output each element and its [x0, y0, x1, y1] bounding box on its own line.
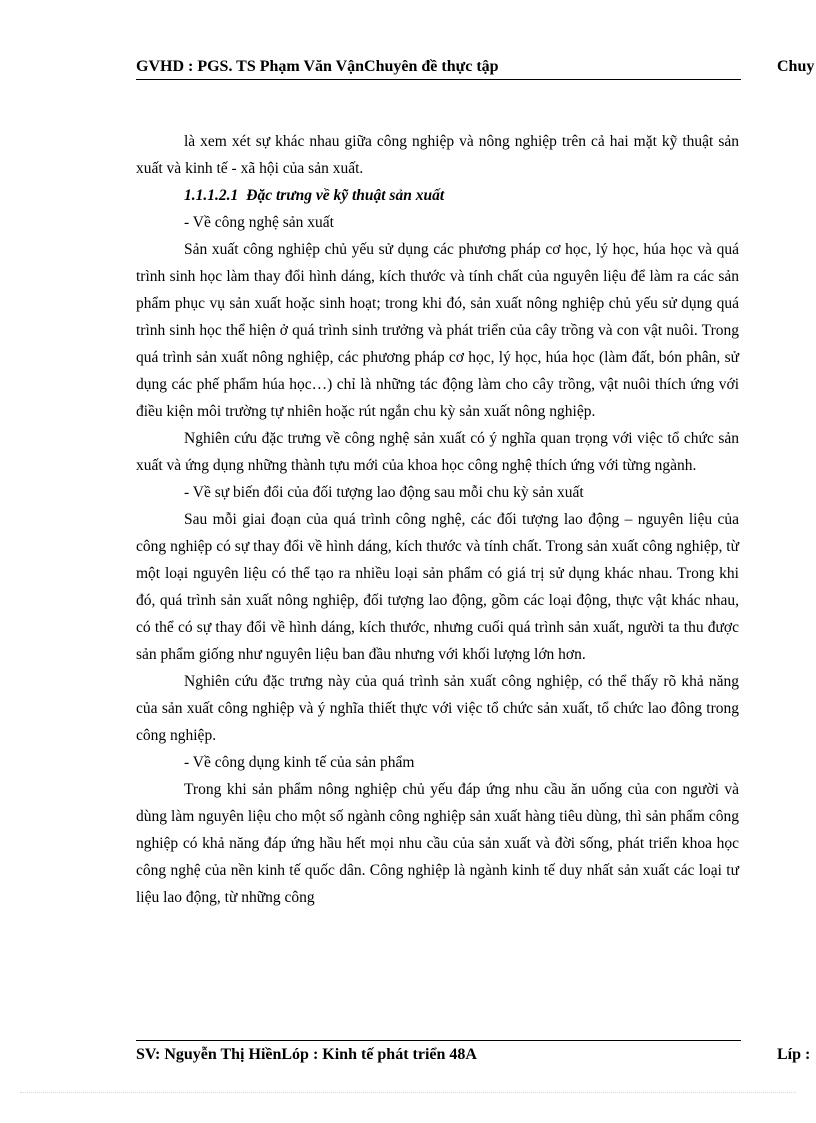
bullet-economic-use: - Về công dụng kinh tế của sản phẩm [184, 754, 415, 771]
section-title: Đặc trưng về kỹ thuật sản xuất [246, 187, 445, 204]
footer-left-text: SV: Nguyễn Thị HiềnLóp : Kinh tế phát triển 48A [136, 1046, 477, 1063]
footer-right-text: Líp : [777, 1046, 811, 1063]
page-header [136, 58, 741, 80]
paragraph-economic-use: Trong khi sản phẩm nông nghiệp chủ yếu đáp ứng nhu cầu ăn uống của con người và dùng làm nguyên liệu cho một số ngành công nghiệp sản xuất hàng tiêu dùng, thì sản phẩm công nghiệp có khả năng đáp ứng hầu hết mọi nhu cầu của sản xuất và đời sống, phát triển khoa học công nghệ của nền kinh tế quốc dân. Công nghiệp là ngành kinh tế duy nhất sản xuất các loại tư liệu lao động, từ những công [136, 781, 739, 906]
page-bottom-divider [20, 1092, 796, 1093]
page-footer [136, 1040, 741, 1064]
section-heading [136, 182, 739, 209]
paragraph-intro: là xem xét sự khác nhau giữa công nghiệp và nông nghiệp trên cả hai mặt kỹ thuật sản xuất và kinh tế - xã hội của sản xuất. [136, 133, 739, 177]
paragraph-labor-object: Sau mỗi giai đoạn của quá trình công nghệ, các đối tượng lao động – nguyên liệu của công nghiệp có sự thay đổi về hình dáng, kích thước và tính chất. Trong sản xuất công nghiệp, từ một loại nguyên liệu có thể tạo ra nhiều loại sản phẩm có giá trị sử dụng khác nhau. Trong khi đó, quá trình sản xuất nông nghiệp, đối tượng lao động, gồm các loại động, thực vật khác nhau, có thể có sự thay đổi về hình dáng, kích thước, nhưng cuối quá trình sản xuất, người ta thu được sản phẩm giống như nguyên liệu ban đầu nhưng với khối lượng lớn hơn. [136, 511, 739, 663]
bullet-technology: - Về công nghệ sản xuất [184, 214, 334, 231]
bullet-labor-object: - Về sự biến đổi của đối tượng lao động sau mỗi chu kỳ sản xuất [184, 484, 584, 501]
paragraph-labor-object-significance: Nghiên cứu đặc trưng này của quá trình sản xuất công nghiệp, có thể thấy rõ khả năng của sản xuất công nghiệp và ý nghĩa thiết thực với việc tổ chức sản xuất, tổ chức lao đông trong công nghiệp. [136, 673, 739, 744]
header-right-text: Chuy [777, 58, 815, 75]
paragraph-technology: Sản xuất công nghiệp chủ yếu sử dụng các phương pháp cơ học, lý học, húa học và quá trình sinh học làm thay đổi hình dáng, kích thước và tính chất của nguyên liệu để làm ra các sản phẩm phục vụ sản xuất hoặc sinh hoạt; trong khi đó, sản xuất nông nghiệp chủ yếu sử dụng quá trình sinh học thể hiện ở quá trình sinh trưởng và phát triển của cây trồng và con vật nuôi. Trong quá trình sản xuất nông nghiệp, các phương pháp cơ học, lý học, húa học (làm đất, bón phân, sử dụng các phế phẩm húa học…) chỉ là những tác động làm cho cây trồng, vật nuôi thích ứng với điều kiện môi trường tự nhiên hoặc rút ngắn chu kỳ sản xuất nông nghiệp. [136, 241, 739, 420]
header-left-text: GVHD : PGS. TS Phạm Văn VậnChuyên đề thực tập [136, 58, 499, 75]
document-body [136, 128, 739, 911]
paragraph-technology-significance: Nghiên cứu đặc trưng về công nghệ sản xuất có ý nghĩa quan trọng với việc tổ chức sản xuất và ứng dụng những thành tựu mới của khoa học công nghệ thích ứng với từng ngành. [136, 430, 739, 474]
section-number: 1.1.1.2.1 [184, 187, 239, 204]
